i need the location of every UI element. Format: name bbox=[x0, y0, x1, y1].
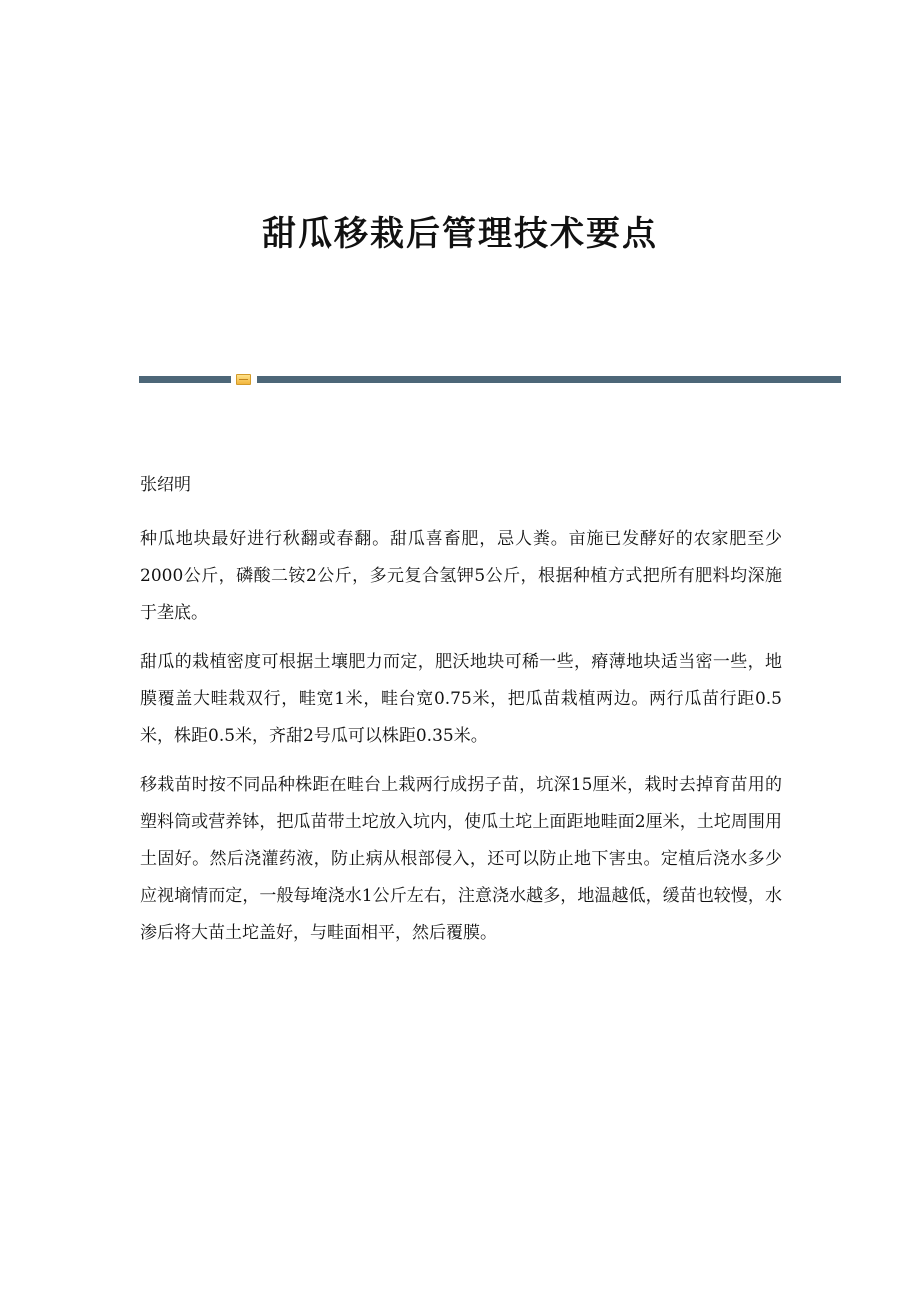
author-name: 张绍明 bbox=[140, 475, 191, 495]
paragraph-planting-density: 甜瓜的栽植密度可根据土壤肥力而定，肥沃地块可稀一些，瘠薄地块适当密一些，地膜覆盖大畦栽双行，畦宽1米，畦台宽0.75米，把瓜苗栽植两边。两行瓜苗行距0.5米，株距0.5米，齐甜2号瓜可以株距0.35米。 bbox=[140, 652, 782, 746]
paragraph-soil-preparation: 种瓜地块最好进行秋翻或春翻。甜瓜喜畜肥，忌人粪。亩施已发酵好的农家肥至少2000公斤，磷酸二铵2公斤，多元复合氢钾5公斤，根据种植方式把所有肥料均深施于垄底。 bbox=[140, 529, 782, 623]
divider-ornament-icon bbox=[236, 374, 251, 385]
page-title: 甜瓜移栽后管理技术要点 bbox=[262, 214, 658, 254]
paragraph-transplanting: 移栽苗时按不同品种株距在畦台上栽两行成拐子苗，坑深15厘米，栽时去掉育苗用的塑料筒或营养钵，把瓜苗带土坨放入坑内，使瓜土坨上面距地畦面2厘米，土坨周围用土固好。然后浇灌药液，防止病从根部侵入，还可以防止地下害虫。定植后浇水多少应视墒情而定，一般每埯浇水1公斤左右，注意浇水越多，地温越低，缓苗也较慢，水渗后将大苗土坨盖好，与畦面相平，然后覆膜。 bbox=[140, 775, 782, 943]
title-divider bbox=[139, 374, 841, 384]
article-body bbox=[140, 521, 782, 964]
divider-bar-right bbox=[257, 376, 841, 383]
divider-bar-left bbox=[139, 376, 231, 383]
